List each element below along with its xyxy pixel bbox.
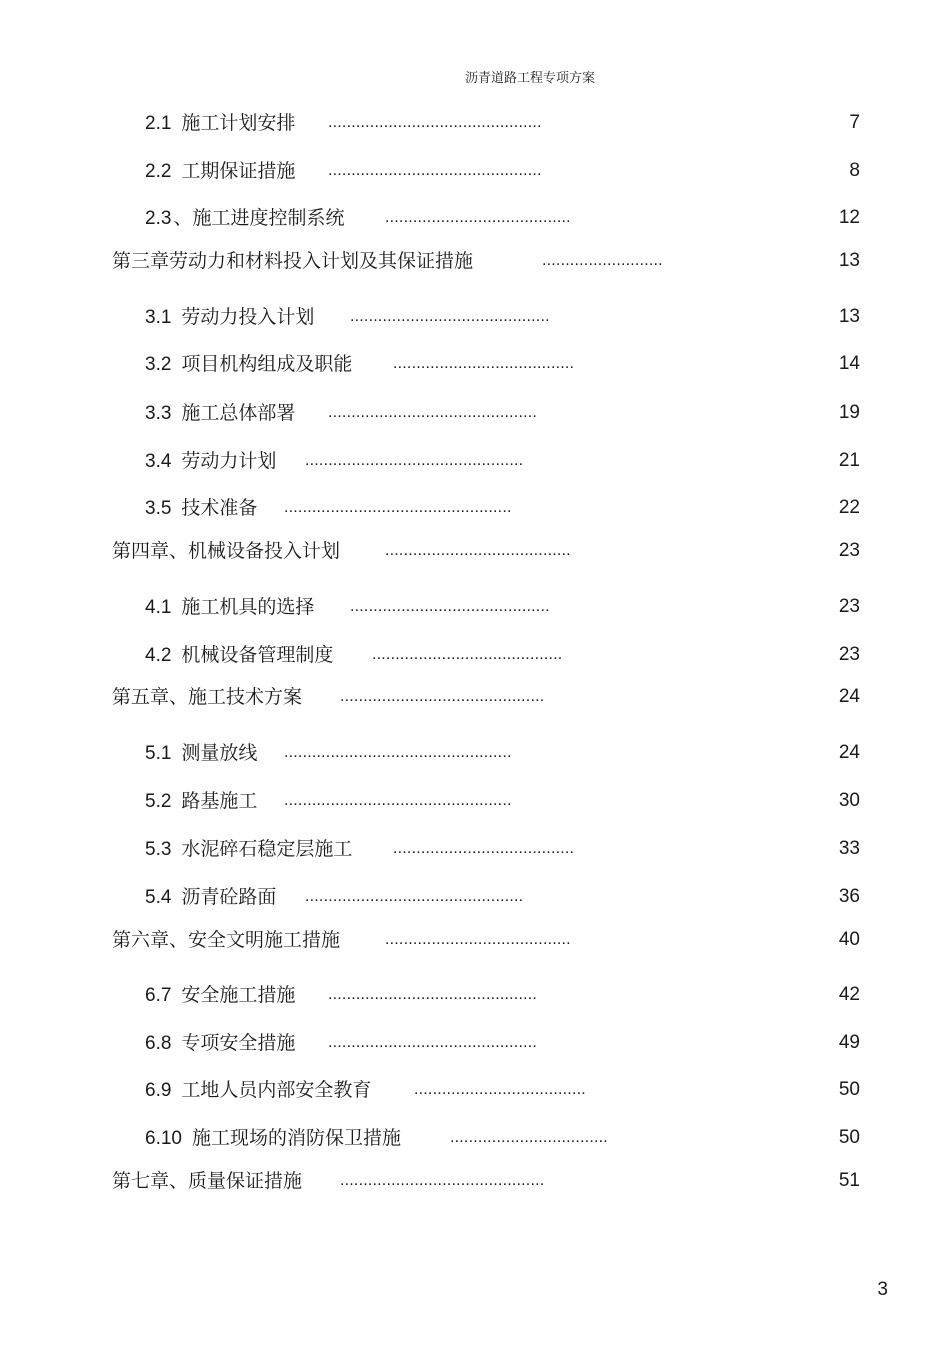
toc-entry-page: 7 [849, 112, 860, 133]
toc-entry-page: 24 [838, 686, 860, 707]
toc-entry-number: 5.1 [145, 743, 172, 764]
toc-entry-number: 6.9 [145, 1080, 172, 1101]
toc-chapter[interactable] [112, 538, 340, 564]
toc-entry-number: 2.3 [145, 208, 172, 229]
toc-entry[interactable] [145, 158, 295, 184]
toc-entry-number: 6.8 [145, 1033, 172, 1054]
toc-entry-number: 3.4 [145, 451, 172, 472]
toc-entry-separator: 、 [173, 208, 193, 229]
toc-entry-number: 4.2 [145, 645, 172, 666]
toc-entry-title: 第六章、安全文明施工措施 [112, 929, 341, 951]
toc-entry-leader: ............................................. [328, 1034, 538, 1051]
toc-entry[interactable] [145, 351, 352, 377]
toc-entry-page: 21 [838, 450, 860, 471]
toc-entry-title: 施工总体部署 [181, 402, 296, 424]
toc-entry-title: 安全施工措施 [181, 984, 296, 1006]
running-header: 沥青道路工程专项方案 [464, 71, 595, 86]
toc-entry-title: 工地人员内部安全教育 [181, 1079, 372, 1101]
toc-entry-leader: ..................................... [414, 1081, 586, 1098]
toc-entry-page: 23 [838, 644, 860, 665]
toc-entry-leader: ............................................. [328, 986, 538, 1003]
toc-entry-title: 专项安全措施 [181, 1032, 296, 1054]
toc-entry-page: 23 [838, 540, 860, 561]
toc-entry-title: 水泥碎石稳定层施工 [181, 838, 353, 860]
toc-chapter[interactable] [112, 684, 302, 710]
toc-entry-title: 第五章、施工技术方案 [112, 686, 303, 708]
toc-entry-leader: ........................................ [385, 931, 571, 948]
toc-entry-title: 施工计划安排 [181, 112, 296, 134]
toc-entry-title: 施工现场的消防保卫措施 [191, 1127, 401, 1149]
toc-entry-page: 40 [838, 929, 860, 950]
toc-entry-number: 3.2 [145, 354, 172, 375]
toc-entry-title: 第七章、质量保证措施 [112, 1170, 303, 1192]
toc-entry-leader: ............................................. [328, 404, 538, 421]
toc-entry-page: 14 [838, 353, 860, 374]
toc-entry-leader: ........................................... [350, 598, 550, 615]
toc-entry-leader: .......................... [542, 252, 663, 269]
toc-entry[interactable] [145, 1030, 295, 1056]
toc-entry-leader: ............................................... [305, 888, 524, 905]
toc-entry[interactable] [145, 110, 295, 136]
toc-entry-title: 施工进度控制系统 [192, 207, 345, 229]
toc-entry-page: 12 [838, 207, 860, 228]
toc-chapter[interactable] [112, 248, 473, 274]
toc-entry[interactable] [145, 1077, 371, 1103]
toc-entry-page: 24 [838, 742, 860, 763]
toc-entry-page: 50 [838, 1079, 860, 1100]
toc-entry-page: 49 [838, 1032, 860, 1053]
toc-entry-page: 13 [838, 250, 860, 271]
toc-entry-number: 4.1 [145, 597, 172, 618]
toc-entry-number: 2.1 [145, 113, 172, 134]
toc-entry-leader: ....................................... [393, 840, 575, 857]
toc-entry-leader: ............................................ [340, 1172, 545, 1189]
toc-entry-number: 6.10 [145, 1128, 182, 1149]
toc-entry-number: 3.5 [145, 498, 172, 519]
toc-entry[interactable] [145, 495, 257, 521]
toc-entry-page: 23 [838, 596, 860, 617]
toc-entry[interactable] [145, 448, 276, 474]
toc-entry-leader: ................................................. [284, 744, 512, 761]
toc-entry-leader: ............................................ [340, 688, 545, 705]
toc-entry-number: 3.3 [145, 403, 172, 424]
toc-entry-title: 第三章劳动力和材料投入计划及其保证措施 [112, 250, 474, 272]
toc-entry-title: 测量放线 [181, 742, 258, 764]
toc-entry-page: 22 [838, 497, 860, 518]
toc-entry-title: 机械设备管理制度 [181, 644, 334, 666]
toc-entry[interactable] [145, 205, 344, 231]
toc-entry-title: 劳动力投入计划 [181, 306, 315, 328]
toc-entry-page: 51 [838, 1170, 860, 1191]
toc-entry-title: 劳动力计划 [181, 450, 277, 472]
toc-entry[interactable] [145, 836, 352, 862]
toc-entry-number: 5.4 [145, 887, 172, 908]
toc-entry-number: 3.1 [145, 307, 172, 328]
toc-entry-number: 5.3 [145, 839, 172, 860]
toc-entry[interactable] [145, 884, 276, 910]
toc-entry-page: 8 [849, 160, 860, 181]
toc-entry-leader: ........................................ [385, 542, 571, 559]
toc-entry-number: 5.2 [145, 791, 172, 812]
toc-entry-number: 2.2 [145, 161, 172, 182]
toc-entry-page: 13 [838, 306, 860, 327]
toc-entry-page: 19 [838, 402, 860, 423]
toc-entry-title: 技术准备 [181, 497, 258, 519]
toc-entry-leader: ......................................... [372, 646, 563, 663]
toc-entry[interactable] [145, 982, 295, 1008]
toc-entry-title: 路基施工 [181, 790, 258, 812]
toc-entry[interactable] [145, 594, 314, 620]
toc-entry-page: 33 [838, 838, 860, 859]
toc-entry-page: 50 [838, 1127, 860, 1148]
toc-entry[interactable] [145, 400, 295, 426]
toc-entry-leader: .............................................. [328, 162, 542, 179]
toc-entry-title: 施工机具的选择 [181, 596, 315, 618]
toc-entry-page: 30 [838, 790, 860, 811]
toc-entry-leader: .............................................. [328, 114, 542, 131]
toc-entry-title: 项目机构组成及职能 [181, 353, 353, 375]
toc-entry-page: 36 [838, 886, 860, 907]
toc-entry-title: 工期保证措施 [181, 160, 296, 182]
toc-chapter[interactable] [112, 927, 340, 953]
toc-entry-leader: ........................................ [385, 209, 571, 226]
toc-entry-leader: .................................. [450, 1129, 608, 1146]
toc-entry[interactable] [145, 642, 333, 668]
toc-entry-title: 第四章、机械设备投入计划 [112, 540, 341, 562]
toc-entry-leader: ............................................... [305, 452, 524, 469]
page-number: 3 [877, 1279, 888, 1300]
toc-entry[interactable] [145, 1125, 401, 1151]
toc-entry-number: 6.7 [145, 985, 172, 1006]
toc-entry-leader: ................................................. [284, 792, 512, 809]
toc-entry-leader: ........................................... [350, 308, 550, 325]
toc-entry-leader: ....................................... [393, 355, 575, 372]
toc-entry[interactable] [145, 788, 257, 814]
toc-chapter[interactable] [112, 1168, 302, 1194]
toc-entry-title: 沥青砼路面 [181, 886, 277, 908]
toc-entry-page: 42 [838, 984, 860, 1005]
toc-entry[interactable] [145, 740, 257, 766]
toc-entry-leader: ................................................. [284, 499, 512, 516]
toc-entry[interactable] [145, 304, 314, 330]
